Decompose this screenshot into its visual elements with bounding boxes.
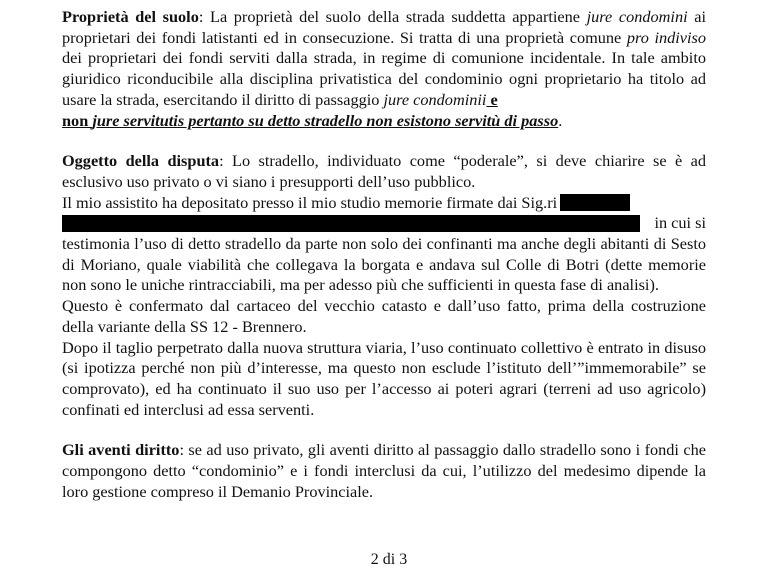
text: testimonia l’uso di detto stradello da parte non solo dei confinanti ma anche degli abitanti di Sesto di Moriano, quale viabilità che collegava la borgata e andava sul Colle di Botri (dette memorie non sono le uniche rintracciabili, ma per adesso più che sufficienti in questa fase di analisi). [62, 234, 706, 295]
text: Questo è confermato dal cartaceo del vecchio catasto e dall’uso fatto, prima della costruzione della variante della SS 12 - Brennero. [62, 296, 706, 336]
text: Dopo il taglio perpetrato dalla nuova struttura viaria, l’uso continuato collettivo è entrato in disuso (si ipotizza perché non più d’interesse, ma questo non esclude l’istituto dell’”immemorabile” se comprovato), ed ha continuato il suo uso per l’accesso ai poteri agrari (terreni ad uso agricolo) confinati ed interclusi ad essa serventi. [62, 337, 706, 419]
text: : Lo stradello, individuato come “poderale”, si deve chiarire se è ad esclusivo uso privato o vi siano i presupporti dell’uso pubblico. [62, 151, 706, 191]
heading-aventi-diritto: Gli aventi diritto [62, 440, 180, 460]
paragraph-aventi-diritto [62, 440, 706, 502]
heading-oggetto-disputa: Oggetto della disputa [62, 151, 220, 171]
text: in cui si [654, 213, 706, 233]
italic-term: jure condomini [586, 7, 688, 26]
paragraph-proprieta-suolo [62, 7, 706, 131]
bold-italic-underlined-text: jure servitutis pertanto su detto stradello non esistono servitù di passo [92, 110, 559, 130]
bold-underlined-text: non [62, 110, 93, 130]
signatories-line [62, 193, 706, 214]
text: : se ad uso privato, gli aventi diritto al passaggio dallo stradello sono i fondi che compongono detto “condominio” e i fondi interclusi da cui, l’utilizzo del medesimo dipende la loro gestione compreso il Demanio Provinciale. [62, 440, 707, 501]
text: . [558, 110, 563, 130]
italic-term: jure condominii [383, 89, 487, 109]
document-body [62, 7, 706, 502]
paragraph-uso-continuato [62, 338, 706, 421]
text: ai proprietari dei fondi latistanti ed in consecuzione. Si tratta di una proprietà comune [62, 7, 706, 47]
text: dei proprietari dei fondi serviti dalla strada, in regime di comunione incidentale. In tale ambito giuridico riconducibile alla disciplina privatistica del condominio ogni proprietario ha titolo ad usare la strada, esercitando il diritto di passaggio [62, 48, 706, 109]
redacted-names-line [62, 213, 706, 234]
italic-term: pro indiviso [626, 27, 707, 47]
paragraph-catasto [62, 296, 706, 337]
redaction-block [560, 194, 630, 211]
heading-proprieta-suolo: Proprietà del suolo [62, 7, 199, 26]
text: Il mio assistito ha depositato presso il mio studio memorie firmate dai Sig.ri [62, 192, 558, 212]
page-number: 2 di 3 [370, 551, 408, 568]
redaction-block [62, 215, 640, 232]
paragraph-oggetto-disputa [62, 151, 706, 192]
paragraph-testimonia [62, 234, 706, 296]
bold-underlined-text: e [486, 89, 498, 109]
text: : La proprietà del suolo della strada suddetta appartiene [198, 7, 587, 26]
